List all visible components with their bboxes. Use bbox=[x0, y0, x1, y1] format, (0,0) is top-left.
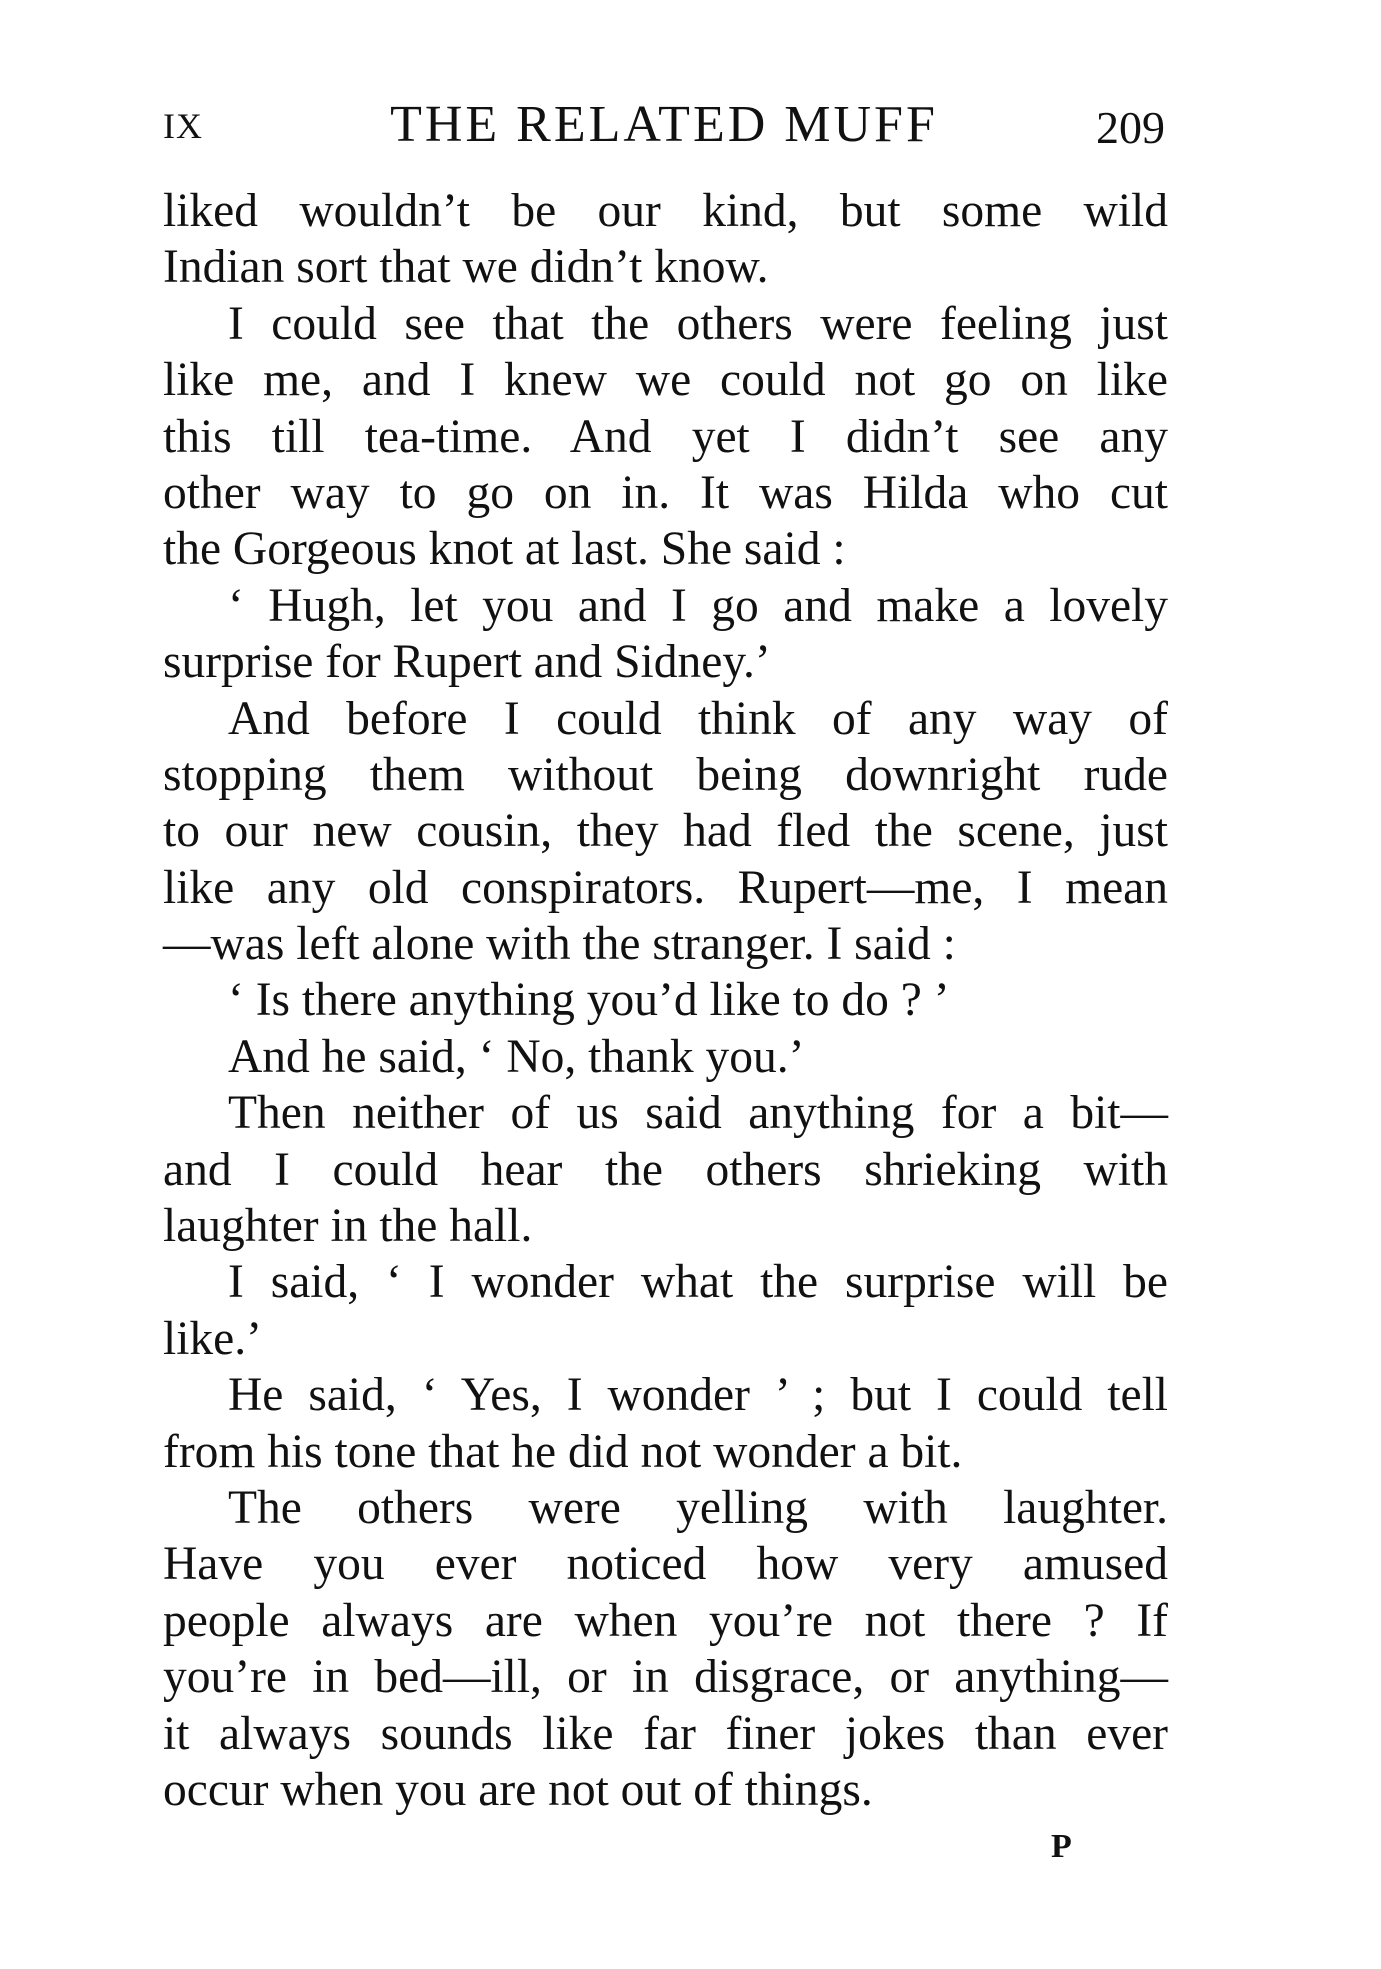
chapter-number: IX bbox=[163, 106, 203, 146]
running-header bbox=[163, 95, 1165, 165]
text-line: The others were yelling with laughter. bbox=[228, 1481, 1168, 1534]
text-line: like me, and I knew we could not go on like bbox=[163, 354, 1168, 407]
text-line: I could see that the others were feeling just bbox=[228, 297, 1168, 350]
text-line: He said, ‘ Yes, I wonder ’ ; but I could tell bbox=[228, 1369, 1168, 1422]
text-line: ‘ Is there anything you’d like to do ? ’ bbox=[228, 974, 950, 1027]
text-line: And he said, ‘ No, thank you.’ bbox=[228, 1030, 805, 1083]
text-line: other way to go on in. It was Hilda who cut bbox=[163, 466, 1168, 519]
text-line: surprise for Rupert and Sidney.’ bbox=[163, 636, 771, 689]
text-line: stopping them without being downright rude bbox=[163, 748, 1168, 801]
text-line: Then neither of us said anything for a bit— bbox=[228, 1087, 1168, 1140]
running-title: THE RELATED MUFF bbox=[390, 96, 938, 153]
text-line: liked wouldn’t be our kind, but some wild bbox=[163, 185, 1168, 237]
text-line: laughter in the hall. bbox=[163, 1200, 533, 1253]
body-text bbox=[163, 183, 1168, 1818]
text-line: Have you ever noticed how very amused bbox=[163, 1538, 1168, 1591]
text-line: like any old conspirators. Rupert—me, I mean bbox=[163, 861, 1168, 914]
text-line: like.’ bbox=[163, 1312, 262, 1365]
page-number: 209 bbox=[1096, 102, 1165, 153]
text-line: occur when you are not out of things. bbox=[163, 1763, 873, 1816]
text-line: and I could hear the others shrieking with bbox=[163, 1143, 1168, 1196]
text-line: Indian sort that we didn’t know. bbox=[163, 241, 769, 294]
text-line: people always are when you’re not there ? If bbox=[163, 1594, 1168, 1647]
text-line: the Gorgeous knot at last. She said : bbox=[163, 523, 846, 576]
signature-mark: P bbox=[1051, 1828, 1072, 1865]
text-line: to our new cousin, they had fled the scene, just bbox=[163, 805, 1168, 858]
text-line: this till tea-time. And yet I didn’t see any bbox=[163, 410, 1168, 463]
text-line: I said, ‘ I wonder what the surprise will be bbox=[228, 1256, 1168, 1309]
text-line: —was left alone with the stranger. I said : bbox=[163, 918, 956, 971]
text-line: it always sounds like far finer jokes than ever bbox=[163, 1707, 1168, 1760]
text-line: you’re in bed—ill, or in disgrace, or anything— bbox=[163, 1651, 1168, 1704]
text-line: And before I could think of any way of bbox=[228, 692, 1168, 745]
text-line: ‘ Hugh, let you and I go and make a lovely bbox=[228, 579, 1168, 632]
text-line: from his tone that he did not wonder a bit. bbox=[163, 1425, 963, 1478]
